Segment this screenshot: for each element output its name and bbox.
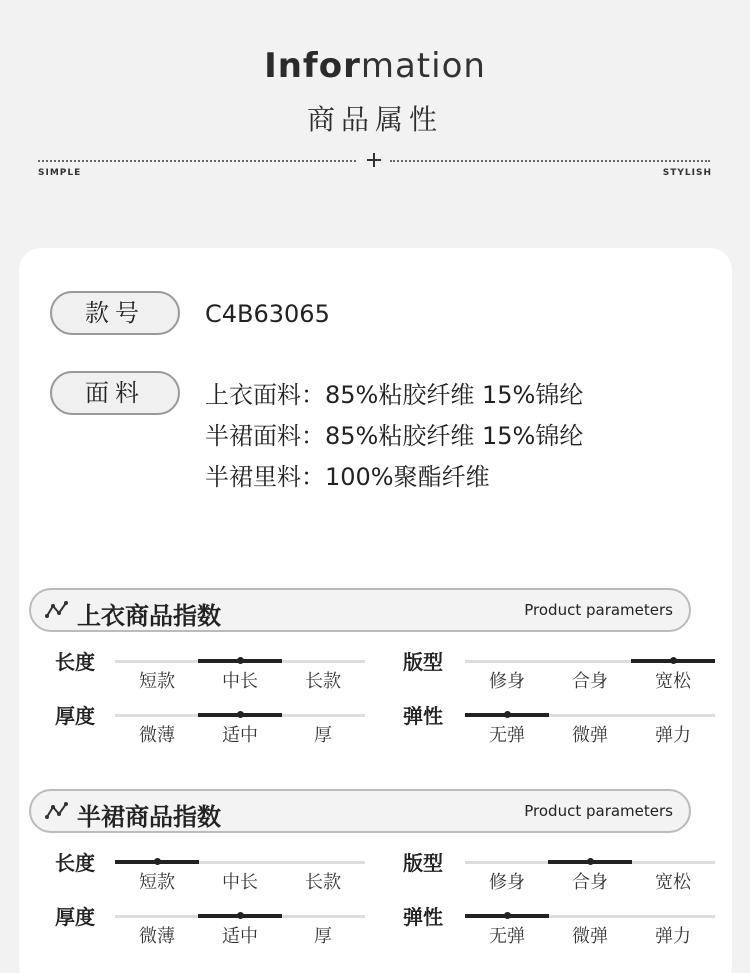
style-number-label: 款号 <box>50 291 180 335</box>
param-selected-dot <box>504 711 511 718</box>
tag-simple: SIMPLE <box>38 168 82 178</box>
param-label: 厚度 <box>55 905 95 929</box>
param-option: 短款 <box>139 872 175 893</box>
param-option: 微弹 <box>572 926 608 947</box>
fabric-line: 半裙里料：100%聚酯纤维 <box>205 463 490 491</box>
param-option: 宽松 <box>655 671 691 692</box>
param-option: 宽松 <box>655 872 691 893</box>
param-option: 中长 <box>222 872 258 893</box>
param-option: 修身 <box>489 872 525 893</box>
section-header-bar <box>29 789 691 833</box>
param-scale-track <box>115 915 365 918</box>
fabric-line: 上衣面料：85%粘胶纤维 15%锦纶 <box>205 381 584 409</box>
divider-right <box>390 160 710 162</box>
param-option: 修身 <box>489 671 525 692</box>
title-english <box>0 46 750 86</box>
section-header-bar <box>29 588 691 632</box>
param-option: 适中 <box>222 926 258 947</box>
title-english-bold: Infor <box>264 46 361 86</box>
param-option: 长款 <box>305 872 341 893</box>
section-subtitle: Product parameters <box>524 601 673 619</box>
param-label: 弹性 <box>403 905 443 929</box>
param-option: 弹力 <box>655 725 691 746</box>
param-option: 微薄 <box>139 725 175 746</box>
param-scale-track <box>465 714 715 717</box>
param-label: 长度 <box>55 650 95 674</box>
param-option: 微弹 <box>572 725 608 746</box>
param-selected-dot <box>670 657 677 664</box>
param-option: 合身 <box>572 671 608 692</box>
param-scale-track <box>115 660 365 663</box>
title-english-light: mation <box>360 46 486 86</box>
param-option: 适中 <box>222 725 258 746</box>
param-selected-dot <box>237 912 244 919</box>
param-label: 版型 <box>403 851 443 875</box>
param-option: 微薄 <box>139 926 175 947</box>
param-option: 厚 <box>314 725 332 746</box>
param-option: 中长 <box>222 671 258 692</box>
param-scale-track <box>115 861 365 864</box>
param-selected-dot <box>587 858 594 865</box>
param-scale-track <box>115 714 365 717</box>
divider-left <box>38 160 356 162</box>
style-number-value: C4B63065 <box>205 300 330 328</box>
param-label: 厚度 <box>55 704 95 728</box>
fabric-label: 面料 <box>50 371 180 415</box>
param-option: 弹力 <box>655 926 691 947</box>
param-option: 短款 <box>139 671 175 692</box>
param-label: 版型 <box>403 650 443 674</box>
param-selected-dot <box>504 912 511 919</box>
section-subtitle: Product parameters <box>524 802 673 820</box>
param-option: 无弹 <box>489 725 525 746</box>
tag-stylish: STYLISH <box>662 168 712 178</box>
trend-line-icon <box>45 801 69 821</box>
param-selected-dot <box>237 711 244 718</box>
section-title: 半裙商品指数 <box>77 803 221 831</box>
title-chinese: 商品属性 <box>306 103 443 136</box>
param-scale-track <box>465 915 715 918</box>
section-title: 上衣商品指数 <box>77 602 221 630</box>
param-scale-track <box>465 861 715 864</box>
param-option: 无弹 <box>489 926 525 947</box>
param-label: 弹性 <box>403 704 443 728</box>
trend-line-icon <box>45 600 69 620</box>
param-option: 长款 <box>305 671 341 692</box>
param-scale-track <box>465 660 715 663</box>
fabric-line: 半裙面料：85%粘胶纤维 15%锦纶 <box>205 422 584 450</box>
param-option: 合身 <box>572 872 608 893</box>
plus-cross-icon <box>364 150 384 170</box>
param-selected-dot <box>237 657 244 664</box>
param-selected-dot <box>154 858 161 865</box>
page-header <box>0 0 750 240</box>
param-option: 厚 <box>314 926 332 947</box>
param-label: 长度 <box>55 851 95 875</box>
